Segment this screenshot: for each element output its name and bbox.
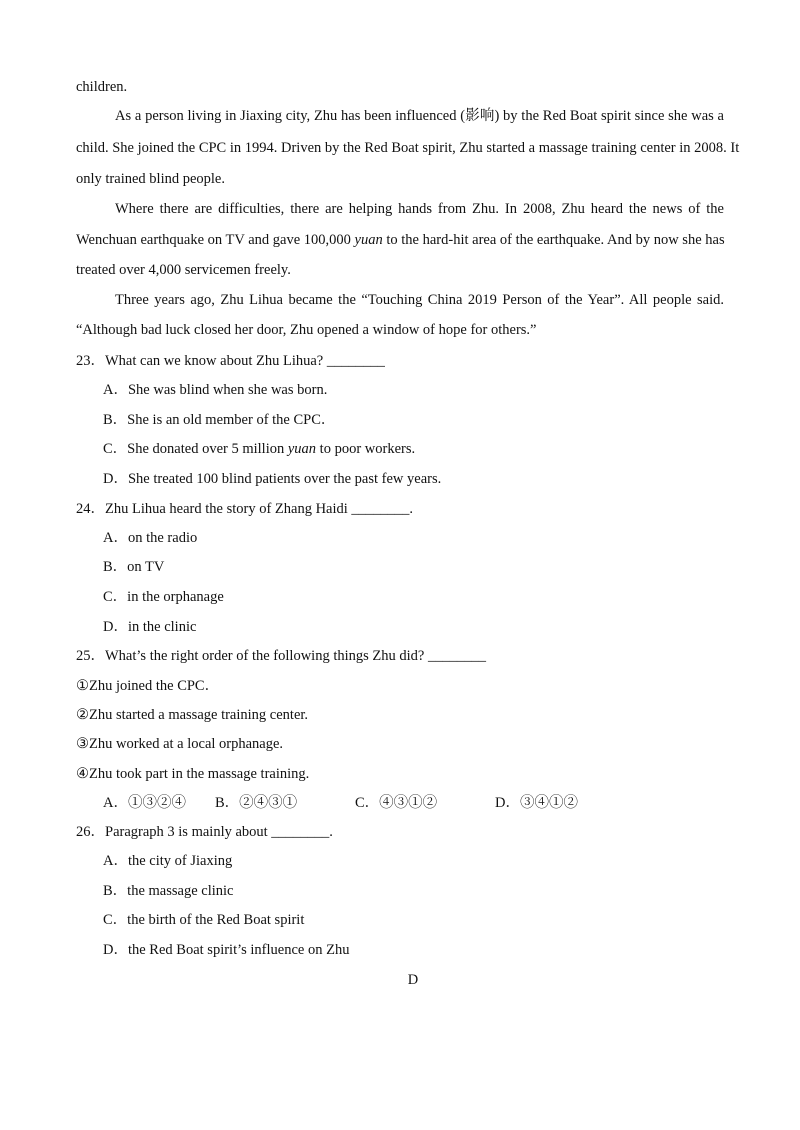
passage-line: “Although bad luck closed her door, Zhu opened a window of hope for others.” bbox=[76, 322, 537, 338]
answer-choice-c: C．④③①② bbox=[355, 795, 438, 811]
question-stem: 25．What’s the right order of the following things Zhu did? ________ bbox=[76, 648, 486, 664]
passage-line: As a person living in Jiaxing city, Zhu has been influenced (影响) by the Red Boat spirit since she was a bbox=[115, 108, 724, 124]
passage-line: children. bbox=[76, 79, 128, 95]
passage-line: child. She joined the CPC in 1994. Driven by the Red Boat spirit, Zhu started a massage training center in 2008. It bbox=[76, 140, 740, 156]
option-emphasis: yuan bbox=[287, 441, 317, 457]
answer-option: B．She is an old member of the CPC． bbox=[103, 412, 336, 428]
answer-choice-b: B．②④③① bbox=[215, 795, 298, 811]
passage-line: treated over 4,000 servicemen freely. bbox=[76, 262, 291, 278]
passage-line: Three years ago, Zhu Lihua became the “Touching China 2019 Person of the Year”. All people said. bbox=[115, 292, 724, 308]
sequence-item: ④Zhu took part in the massage training. bbox=[76, 766, 310, 782]
sequence-item: ②Zhu started a massage training center. bbox=[76, 707, 309, 723]
passage-line: only trained blind people. bbox=[76, 171, 225, 187]
answer-option bbox=[103, 440, 703, 458]
answer-option: D．in the clinic bbox=[103, 619, 197, 635]
sequence-item: ①Zhu joined the CPC． bbox=[76, 678, 220, 694]
answer-option: D．She treated 100 blind patients over the past few years. bbox=[103, 471, 442, 487]
sequence-item: ③Zhu worked at a local orphanage. bbox=[76, 736, 284, 752]
answer-option: C．in the orphanage bbox=[103, 589, 224, 605]
question-stem: 23．What can we know about Zhu Lihua? ________ bbox=[76, 353, 385, 369]
answer-option: B．on TV bbox=[103, 559, 165, 575]
question-stem: 26．Paragraph 3 is mainly about ________. bbox=[76, 824, 333, 840]
question-stem: 24．Zhu Lihua heard the story of Zhang Haidi ________. bbox=[76, 501, 414, 517]
answer-option: A．the city of Jiaxing bbox=[103, 853, 233, 869]
option-text: C．She donated over 5 million bbox=[103, 441, 288, 457]
answer-option: C．the birth of the Red Boat spirit bbox=[103, 912, 305, 928]
answer-choices-row bbox=[0, 794, 800, 812]
passage-text: to the hard-hit area of the earthquake. And by now she has bbox=[382, 232, 725, 248]
passage-line bbox=[76, 231, 724, 249]
answer-option: D．the Red Boat spirit’s influence on Zhu bbox=[103, 942, 350, 958]
answer-choice-a: A．①③②④ bbox=[103, 795, 186, 811]
answer-option: B．the massage clinic bbox=[103, 883, 234, 899]
passage-emphasis: yuan bbox=[354, 232, 383, 248]
passage-line: Where there are difficulties, there are helping hands from Zhu. In 2008, Zhu heard the news of the bbox=[115, 201, 724, 217]
answer-option: A．on the radio bbox=[103, 530, 198, 546]
section-heading: D bbox=[407, 972, 419, 988]
passage-text: Wenchuan earthquake on TV and gave 100,000 bbox=[76, 232, 355, 248]
answer-choice-d: D．③④①② bbox=[495, 795, 578, 811]
option-text: to poor workers. bbox=[316, 441, 416, 457]
answer-option: A．She was blind when she was born. bbox=[103, 382, 328, 398]
